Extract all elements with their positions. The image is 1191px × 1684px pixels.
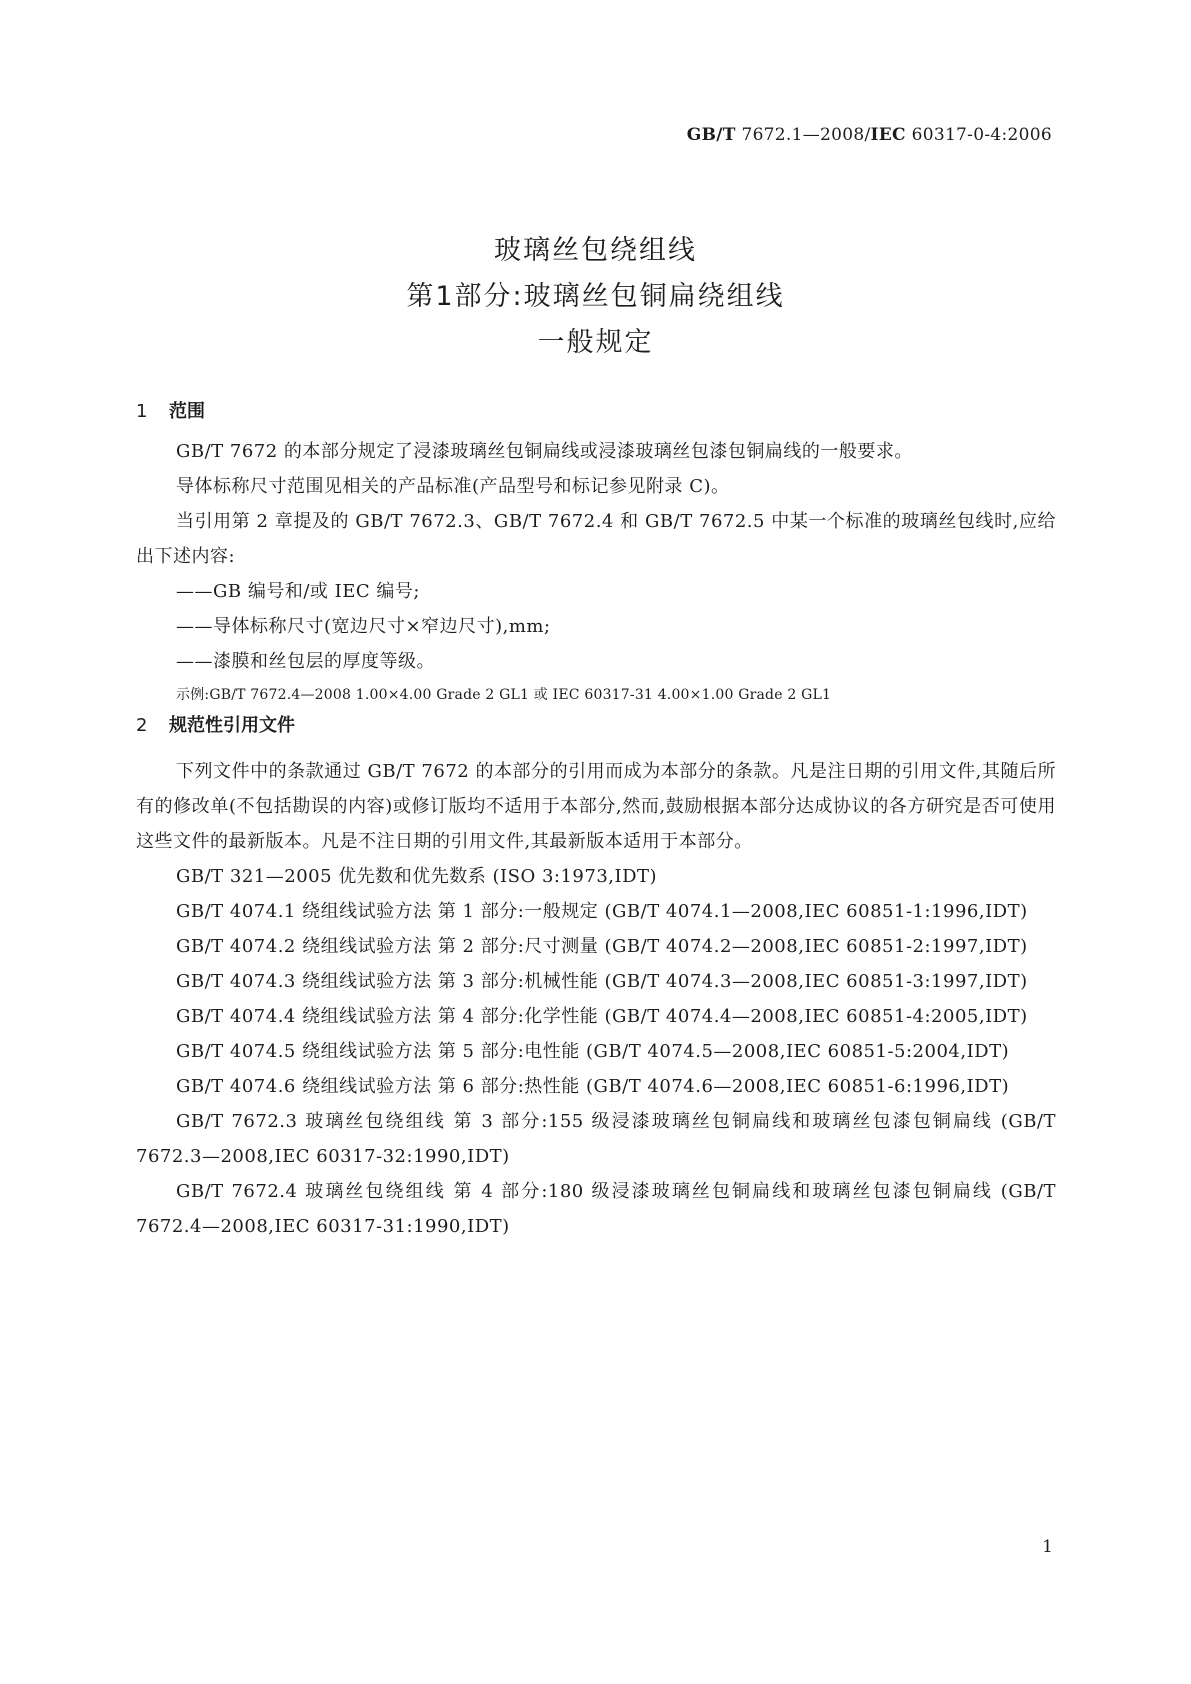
header-iec-number: 60317-0-4:2006 bbox=[911, 125, 1052, 145]
reference-item: GB/T 7672.4 玻璃丝包绕组线 第 4 部分:180 级浸漆玻璃丝包铜扁线和玻璃丝包漆包铜扁线 (GB/T 7672.4—2008,IEC 60317-31:1990,IDT) bbox=[136, 1181, 1056, 1237]
reference-item: GB/T 4074.4 绕组线试验方法 第 4 部分:化学性能 (GB/T 4074.4—2008,IEC 60851-4:2005,IDT) bbox=[176, 1006, 1028, 1027]
document-header bbox=[687, 125, 1052, 145]
section-1-number: 1 bbox=[136, 401, 148, 422]
list-item: ——漆膜和丝包层的厚度等级。 bbox=[176, 651, 435, 672]
title-line-1: 玻璃丝包绕组线 bbox=[494, 235, 697, 266]
title-line-3: 一般规定 bbox=[537, 327, 654, 358]
header-gbt: GB/T bbox=[686, 125, 736, 145]
section-1-paragraph: GB/T 7672 的本部分规定了浸漆玻璃丝包铜扁线或浸漆玻璃丝包漆包铜扁线的一般要求。 bbox=[176, 441, 913, 462]
title-line-2: 第1部分:玻璃丝包铜扁绕组线 bbox=[406, 281, 785, 312]
list-item: ——导体标称尺寸(宽边尺寸×窄边尺寸),mm; bbox=[176, 616, 551, 637]
page-number: 1 bbox=[1042, 1537, 1053, 1557]
reference-item: GB/T 4074.2 绕组线试验方法 第 2 部分:尺寸测量 (GB/T 4074.2—2008,IEC 60851-2:1997,IDT) bbox=[176, 936, 1028, 957]
section-1-body bbox=[136, 434, 1056, 711]
section-2-intro: 下列文件中的条款通过 GB/T 7672 的本部分的引用而成为本部分的条款。凡是注日期的引用文件,其随后所有的修改单(不包括勘误的内容)或修订版均不适用于本部分,然而,鼓励根据本部分达成协议的各方研究是否可使用这些文件的最新版本。凡是不注日期的引用文件,其最新版本适用于本部分。 bbox=[136, 761, 1056, 852]
reference-item: GB/T 4074.5 绕组线试验方法 第 5 部分:电性能 (GB/T 4074.5—2008,IEC 60851-5:2004,IDT) bbox=[176, 1041, 1010, 1062]
header-number: 7672.1—2008/ bbox=[741, 125, 871, 145]
section-2-number: 2 bbox=[136, 715, 148, 736]
section-1-title: 范围 bbox=[169, 401, 205, 422]
section-1-heading bbox=[136, 397, 205, 423]
reference-item: GB/T 4074.6 绕组线试验方法 第 6 部分:热性能 (GB/T 4074.6—2008,IEC 60851-6:1996,IDT) bbox=[176, 1076, 1010, 1097]
section-2-title: 规范性引用文件 bbox=[169, 715, 295, 736]
reference-item: GB/T 4074.3 绕组线试验方法 第 3 部分:机械性能 (GB/T 4074.3—2008,IEC 60851-3:1997,IDT) bbox=[176, 971, 1028, 992]
section-2-body bbox=[136, 754, 1056, 1244]
section-2-heading bbox=[136, 711, 295, 737]
reference-item: GB/T 4074.1 绕组线试验方法 第 1 部分:一般规定 (GB/T 4074.1—2008,IEC 60851-1:1996,IDT) bbox=[176, 901, 1028, 922]
reference-item: GB/T 321—2005 优先数和优先数系 (ISO 3:1973,IDT) bbox=[176, 866, 658, 887]
header-iec: IEC bbox=[870, 125, 906, 145]
example-note: 示例:GB/T 7672.4—2008 1.00×4.00 Grade 2 GL1 或 IEC 60317-31 4.00×1.00 Grade 2 GL1 bbox=[176, 687, 832, 703]
section-1-paragraph: 当引用第 2 章提及的 GB/T 7672.3、GB/T 7672.4 和 GB/T 7672.5 中某一个标准的玻璃丝包线时,应给出下述内容: bbox=[136, 511, 1056, 567]
document-title bbox=[0, 228, 1191, 366]
reference-item: GB/T 7672.3 玻璃丝包绕组线 第 3 部分:155 级浸漆玻璃丝包铜扁线和玻璃丝包漆包铜扁线 (GB/T 7672.3—2008,IEC 60317-32:1990,IDT) bbox=[136, 1111, 1056, 1167]
section-1-paragraph: 导体标称尺寸范围见相关的产品标准(产品型号和标记参见附录 C)。 bbox=[176, 476, 730, 497]
list-item: ——GB 编号和/或 IEC 编号; bbox=[176, 581, 420, 602]
